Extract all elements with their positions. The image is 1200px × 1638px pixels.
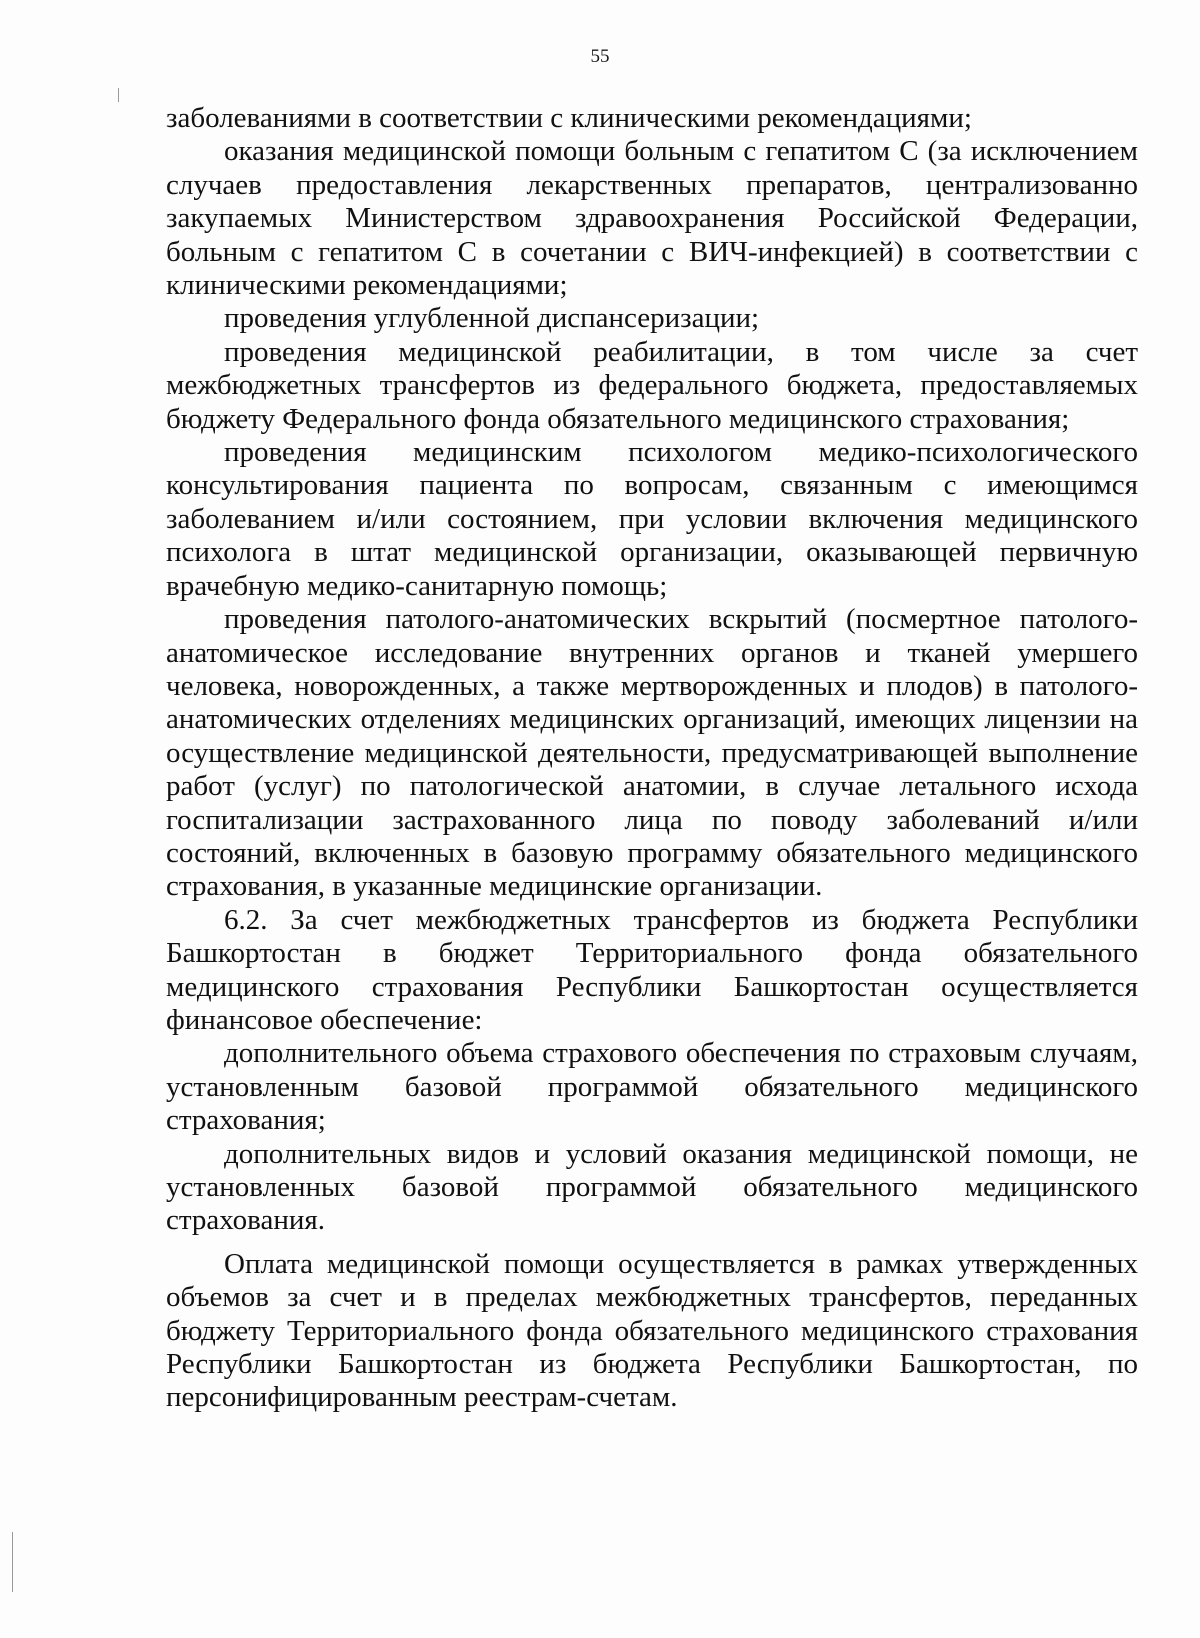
paragraph-6: проведения патолого-анатомических вскрытий (посмертное патолого-анатомическое исследование внутренних органов и тканей умершего человека, новорожденных, а также мертворожденных и плодов) в патолого-анатомических отделениях медицинских организаций, имеющих лицензии на осуществление медицинской деятельности, предусматривающей выполнение работ (услуг) по патологической анатомии, в случае летального исхода госпитализации застрахованного лица по поводу заболеваний и/или состояний, включенных в базовую программу обязательного медицинского страхования, в указанные медицинские организации.	[166, 603, 1138, 903]
scan-edge-mark	[12, 1532, 13, 1592]
scan-edge-mark	[118, 88, 119, 102]
paragraph-10: Оплата медицинской помощи осуществляется в рамках утвержденных объемов за счет и в пределах межбюджетных трансфертов, переданных бюджету Территориального фонда обязательного медицинского страхования Республики Башкортостан из бюджета Республики Башкортостан, по персонифицированным реестрам-счетам.	[166, 1247, 1138, 1414]
paragraph-4: проведения медицинской реабилитации, в том числе за счет межбюджетных трансфертов из федерального бюджета, предоставляемых бюджету Федерального фонда обязательного медицинского страхования;	[166, 335, 1138, 435]
page-number: 55	[590, 46, 610, 67]
paragraph-5: проведения медицинским психологом медико-психологического консультирования пациента по вопросам, связанным с имеющимся заболеванием и/или состоянием, при условии включения медицинского психолога в штат медицинской организации, оказывающей первичную врачебную медико-санитарную помощь;	[166, 436, 1138, 602]
paragraph-8: дополнительного объема страхового обеспечения по страховым случаям, установленным базовой программой обязательного медицинского страхования;	[166, 1037, 1138, 1137]
paragraph-3: проведения углубленной диспансеризации;	[224, 302, 760, 335]
paragraph-7: 6.2. За счет межбюджетных трансфертов из бюджета Республики Башкортостан в бюджет Территориального фонда обязательного медицинского страхования Республики Башкортостан осуществляется финансовое обеспечение:	[166, 903, 1138, 1036]
paragraph-2: оказания медицинской помощи больным с гепатитом С (за исключением случаев предоставления лекарственных препаратов, централизованно закупаемых Министерством здравоохранения Российской Федерации, больным с гепатитом С в сочетании с ВИЧ-инфекцией) в соответствии с клиническими рекомендациями;	[166, 135, 1138, 302]
document-body	[166, 102, 1138, 1415]
paragraph-9: дополнительных видов и условий оказания медицинской помощи, не установленных базовой программой обязательного медицинского страхования.	[166, 1137, 1138, 1237]
paragraph-1: заболеваниями в соответствии с клиническими рекомендациями;	[166, 102, 972, 134]
